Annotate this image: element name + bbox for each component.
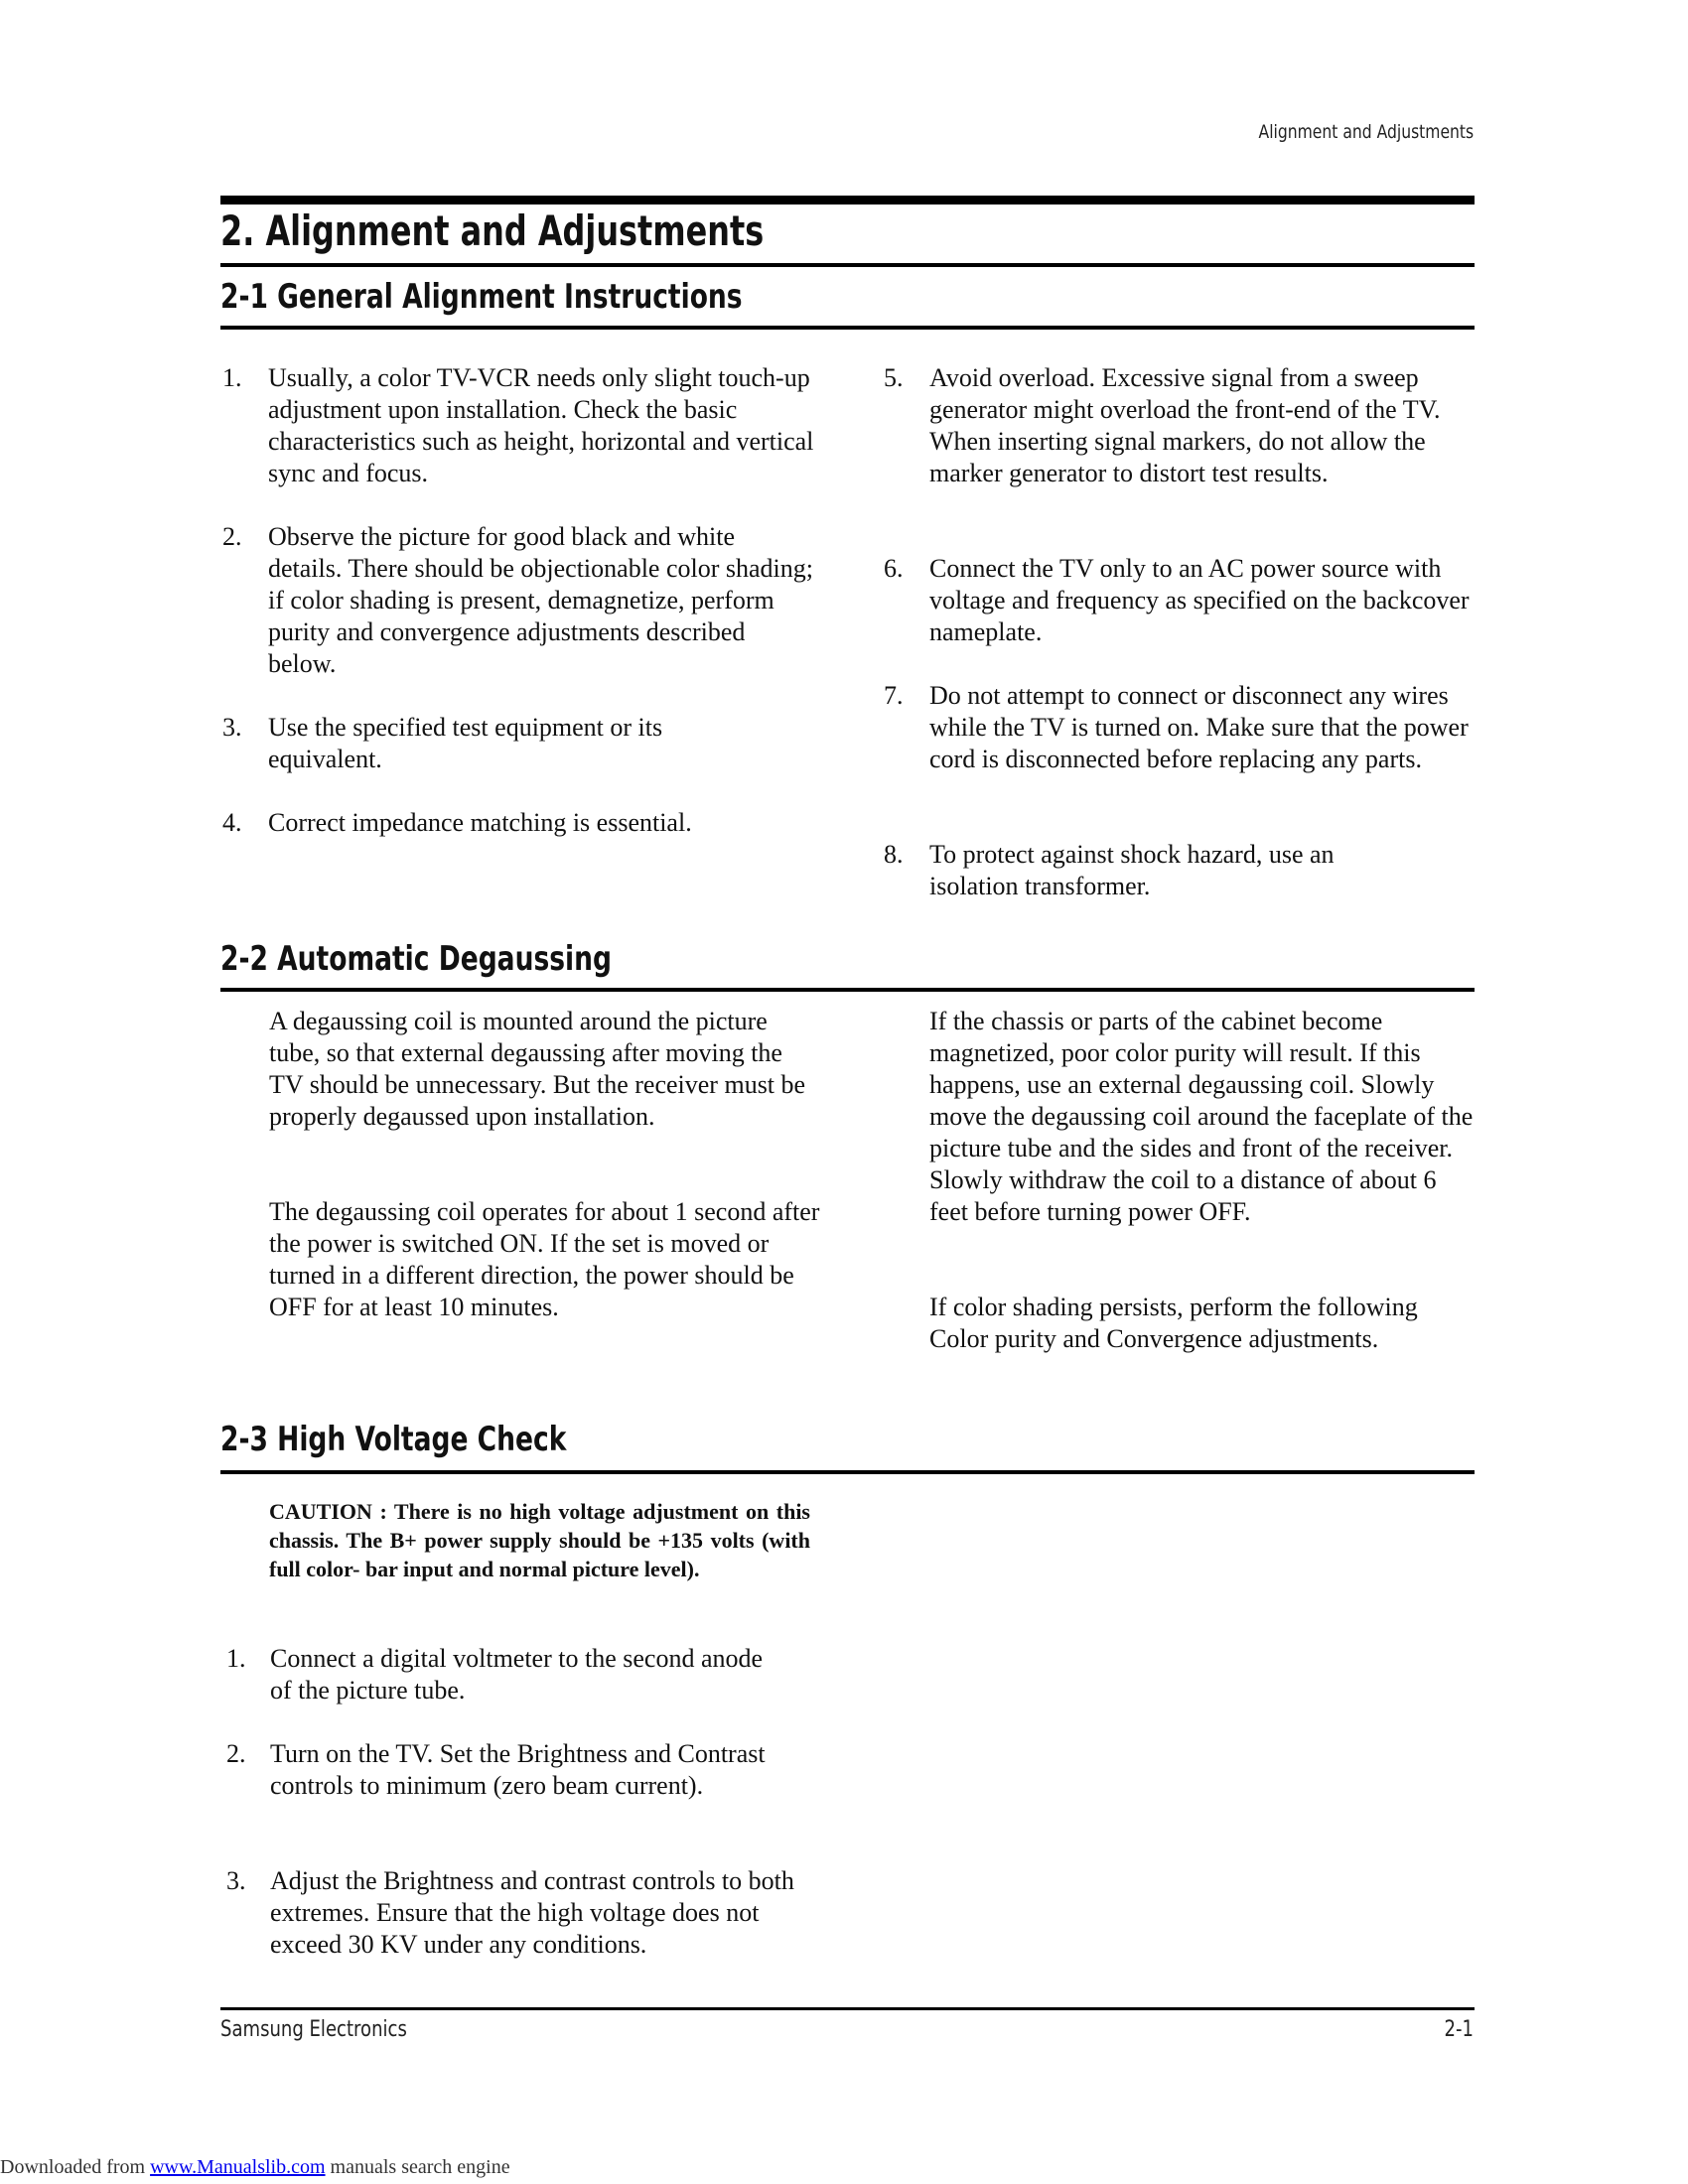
section-heading-high-voltage-check: 2-3 High Voltage Check	[220, 1420, 567, 1459]
caution-note: CAUTION : There is no high voltage adjustment on this chassis. The B+ power supply should be +135 volts (with full color- bar input and normal picture level).	[269, 1499, 810, 1581]
footer-rule	[220, 2007, 1475, 2010]
manualslib-link[interactable]: www.Manualslib.com	[150, 2156, 326, 2178]
download-suffix: manuals search engine	[325, 2156, 510, 2178]
title-bottom-rule	[220, 263, 1475, 267]
degaussing-paragraph: The degaussing coil operates for about 1 second after the power is switched ON. If the set is moved or turned in a different direction, the power should be OFF for at least 10 minutes.	[269, 1197, 820, 1321]
footer-page-number: 2-1	[1444, 2017, 1474, 2042]
section-rule-2-3	[220, 1470, 1475, 1474]
footer-company: Samsung Electronics	[220, 2017, 407, 2042]
degaussing-paragraph: A degaussing coil is mounted around the picture tube, so that external degaussing after moving the TV should be unnecessary. But the receiver must be properly degaussed upon installation.	[269, 1007, 806, 1131]
title-top-rule	[220, 196, 1475, 205]
download-notice	[0, 2156, 510, 2179]
download-prefix: Downloaded from	[0, 2156, 151, 2178]
section-heading-general-alignment: 2-1 General Alignment Instructions	[220, 277, 743, 317]
degaussing-paragraph: If the chassis or parts of the cabinet become magnetized, poor color purity will result. If this happens, use an external degaussing coil. Slowly move the degaussing coil around the faceplate of the picture tube and the sides and front of the receiver. Slowly withdraw the coil to a distance of about 6 feet before turning power OFF.	[929, 1007, 1474, 1226]
degaussing-paragraph: If color shading persists, perform the following Color purity and Convergence adjustments.	[929, 1293, 1418, 1353]
section-rule-2-2	[220, 988, 1475, 992]
section-rule-2-1	[220, 326, 1475, 330]
section-heading-automatic-degaussing: 2-2 Automatic Degaussing	[220, 939, 612, 979]
running-header: Alignment and Adjustments	[1258, 121, 1474, 143]
page-title: 2. Alignment and Adjustments	[220, 206, 765, 255]
